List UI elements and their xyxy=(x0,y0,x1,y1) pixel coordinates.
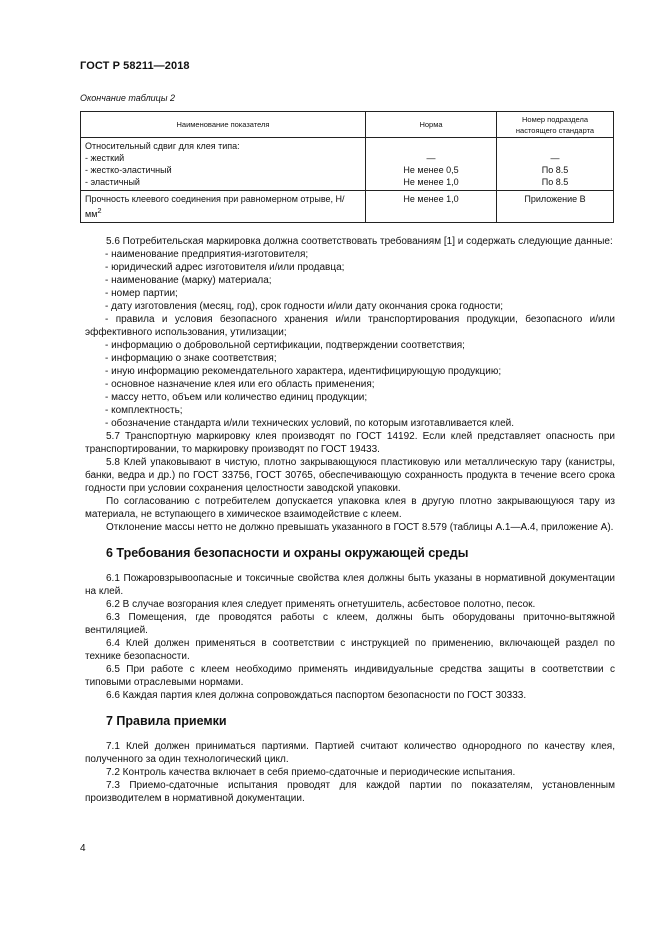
paragraph: 7.1 Клей должен приниматься партиями. Партией считают количество однородного по качеству клея, полученного за один технологический цикл. xyxy=(85,741,615,765)
list-item: - юридический адрес изготовителя и/или продавца; xyxy=(105,262,345,273)
table-cell: — По 8.5 По 8.5 xyxy=(497,138,614,191)
paragraph: По согласованию с потребителем допускается упаковка клея в другую плотно закрывающуюся тару из материала, не вступающего в химическое взаимодействие с клеем. xyxy=(85,496,615,520)
list-item: - основное назначение клея или его область применения; xyxy=(105,379,375,390)
list-item: - наименование предприятия-изготовителя; xyxy=(105,249,309,260)
section-heading: 6 Требования безопасности и охраны окружающей среды xyxy=(106,546,469,560)
paragraph: 5.6 Потребительская маркировка должна соответствовать требованиям [1] и содержать следующие данные: xyxy=(106,236,613,247)
properties-table xyxy=(80,111,614,223)
list-item: - наименование (марку) материала; xyxy=(105,275,272,286)
paragraph: 5.7 Транспортную маркировку клея производят по ГОСТ 14192. Если клей представляет опасность при транспортировании, то маркировку производят по ГОСТ 19433. xyxy=(85,431,615,455)
paragraph: 6.3 Помещения, где проводятся работы с клеем, должны быть оборудованы приточно-вытяжной вентиляцией. xyxy=(85,612,615,636)
table-cell: Приложение В xyxy=(497,191,614,223)
paragraph: Отклонение массы нетто не должно превышать указанного в ГОСТ 8.579 (таблицы А.1—А.4, приложение А). xyxy=(106,522,614,533)
table-cell: Не менее 1,0 xyxy=(366,191,497,223)
body-text xyxy=(85,235,615,805)
paragraph: 6.1 Пожаровзрывоопасные и токсичные свойства клея должны быть указаны в нормативной документации на клей. xyxy=(85,573,615,597)
paragraph: 5.8 Клей упаковывают в чистую, плотно закрывающуюся пластиковую или металлическую тару (канистры, банки, ведра и др.) по ГОСТ 33756, ГОСТ 30765, обеспечивающую сохранность продукта в течение всего срока годности при условии сохранения целостности заводской упаковки. xyxy=(85,457,615,494)
table-row xyxy=(81,191,614,223)
list-item: - иную информацию рекомендательного характера, идентифицирующую продукцию; xyxy=(105,366,502,377)
paragraph: 6.6 Каждая партия клея должна сопровождаться паспортом безопасности по ГОСТ 30333. xyxy=(106,690,527,701)
table-cell: Прочность клеевого соединения при равномерном отрыве, $Н/мм^2$ xyxy=(81,191,366,223)
section-heading: 7 Правила приемки xyxy=(106,714,227,728)
paragraph: 6.4 Клей должен применяться в соответствии с инструкцией по применению, включающей раздел по технике безопасности. xyxy=(85,638,615,662)
table-header-cell: Наименование показателя xyxy=(81,112,366,138)
document-header: ГОСТ Р 58211—2018 xyxy=(80,60,190,72)
table-cell: Относительный сдвиг для клея типа: - жесткий - жестко-эластичный - эластичный xyxy=(81,138,366,191)
table-header-cell: Норма xyxy=(366,112,497,138)
list-item: - массу нетто, объем или количество единиц продукции; xyxy=(105,392,368,403)
list-item: - комплектность; xyxy=(105,405,183,416)
table-header-cell: Номер подраздела настоящего стандарта xyxy=(497,112,614,138)
list-item: - правила и условия безопасного хранения и/или транспортирования продукции, безопасного и/или эффективного использования, утилизации; xyxy=(85,314,615,338)
paragraph: 6.2 В случае возгорания клея следует применять огнетушитель, асбестовое полотно, песок. xyxy=(106,599,536,610)
paragraph: 6.5 При работе с клеем необходимо применять индивидуальные средства защиты в соответствии с типовыми отраслевыми нормами. xyxy=(85,664,615,688)
table-cell: — Не менее 0,5 Не менее 1,0 xyxy=(366,138,497,191)
table-header-row xyxy=(81,112,614,138)
list-item: - информацию о знаке соответствия; xyxy=(105,353,277,364)
table-row xyxy=(81,138,614,191)
paragraph: 7.3 Приемо-сдаточные испытания проводят для каждой партии по показателям, установленным производителем в нормативной документации. xyxy=(85,780,615,804)
list-item: - обозначение стандарта и/или технических условий, по которым изготавливается клей. xyxy=(105,418,515,429)
paragraph: 7.2 Контроль качества включает в себя приемо-сдаточные и периодические испытания. xyxy=(106,767,516,778)
page-number: 4 xyxy=(80,843,86,854)
list-item: - номер партии; xyxy=(105,288,178,299)
table-caption: Окончание таблицы 2 xyxy=(80,93,175,103)
list-item: - дату изготовления (месяц, год), срок годности и/или дату окончания срока годности; xyxy=(105,301,504,312)
list-item: - информацию о добровольной сертификации, подтверждении соответствия; xyxy=(105,340,465,351)
